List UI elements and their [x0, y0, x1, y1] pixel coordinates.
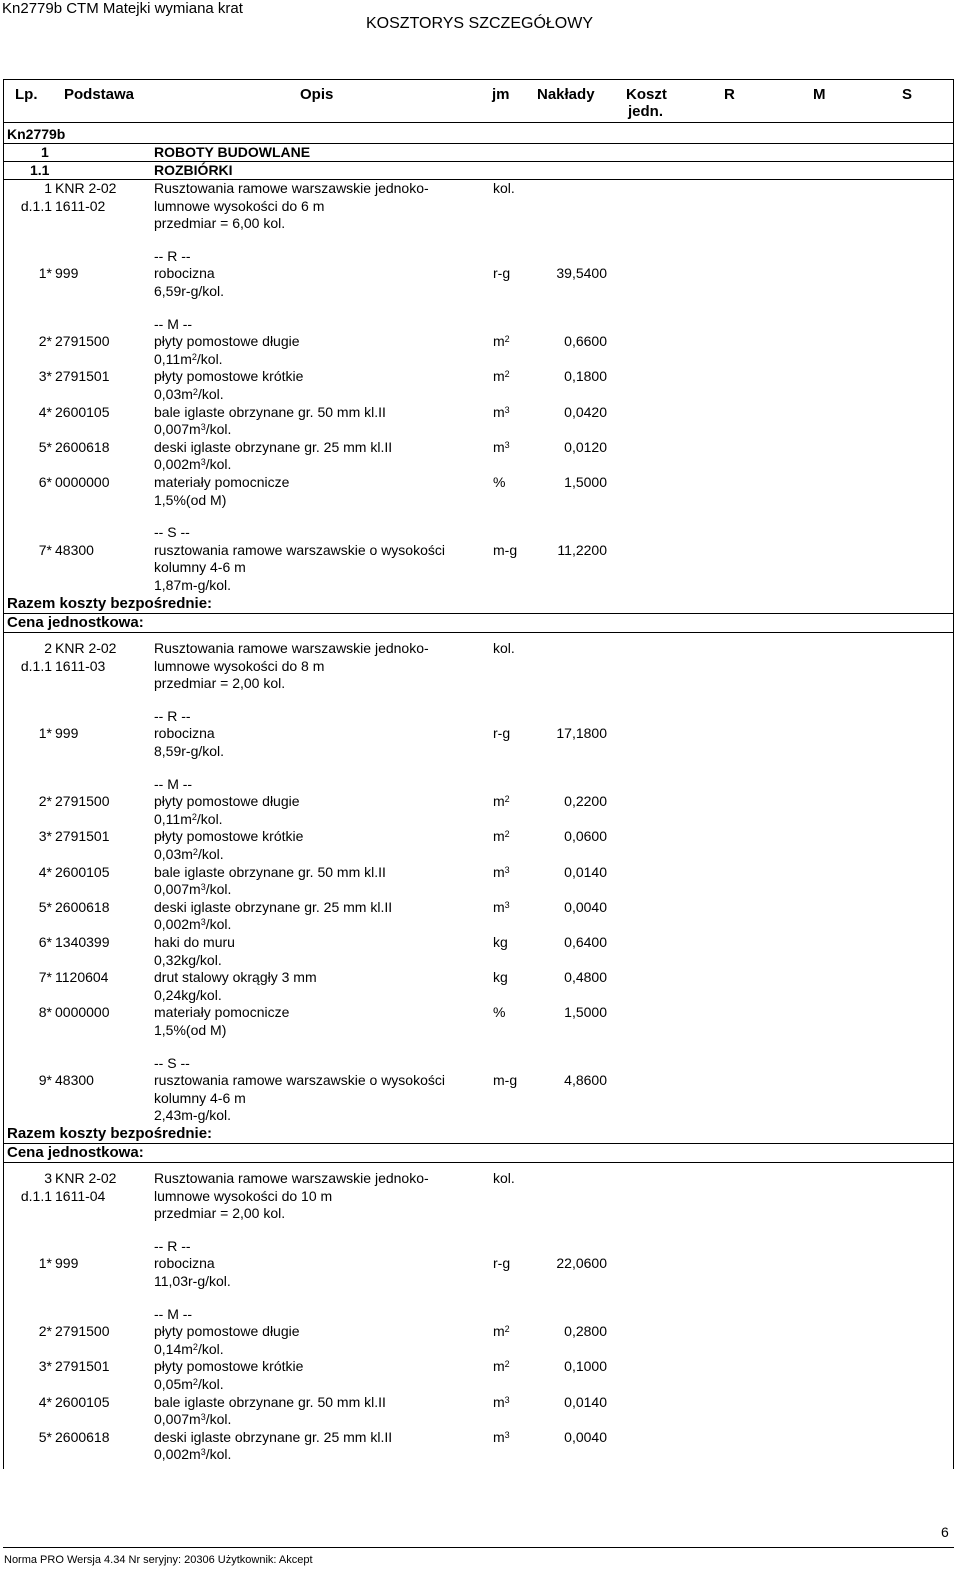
material-code: 2791501 — [55, 1358, 110, 1375]
material-norm-exponent: 3 — [200, 917, 206, 928]
material-name: bale iglaste obrzynane gr. 50 mm kl.II — [154, 1393, 386, 1410]
equipment-unit: m-g — [493, 541, 518, 558]
material-unit — [493, 1323, 510, 1340]
material-unit — [493, 828, 510, 845]
row-divider — [3, 161, 954, 162]
material-unit-exponent: 2 — [504, 794, 510, 805]
position-description-line1: Rusztowania ramowe warszawskie jednoko- — [154, 640, 429, 656]
material-unit-exponent: 3 — [504, 899, 510, 910]
col-header-opis: Opis — [300, 86, 334, 103]
material-unit-exponent: 3 — [504, 864, 510, 875]
equipment-name-line2: kolumny 4-6 m — [154, 1089, 246, 1106]
subsection-title: ROZBIÓRKI — [154, 162, 233, 178]
labor-code: 999 — [55, 265, 79, 282]
material-unit-value: m — [493, 403, 505, 420]
equipment-lp: 7* — [38, 541, 52, 558]
material-norm — [154, 456, 231, 473]
labor-lp: 1* — [38, 265, 52, 282]
material-code: 1120604 — [55, 969, 109, 986]
material-lp: 4* — [38, 403, 52, 420]
material-lp: 3* — [38, 828, 52, 845]
document-type-heading: KOSZTORYS SZCZEGÓŁOWY — [366, 15, 593, 32]
material-norm — [154, 1376, 224, 1393]
material-lp: 6* — [38, 934, 52, 950]
material-quantity: 0,0140 — [564, 863, 607, 880]
materials-group-label: -- M -- — [154, 1305, 193, 1322]
position-base-catalog: KNR 2-02 — [55, 1170, 117, 1186]
material-norm — [154, 1446, 231, 1463]
equipment-group-label: -- S -- — [154, 524, 190, 541]
estimate-code: Kn2779b — [7, 126, 66, 142]
material-lp: 8* — [38, 1004, 52, 1021]
material-unit — [493, 404, 510, 421]
material-unit-value: m — [493, 828, 505, 845]
material-norm-suffix: /kol. — [196, 350, 223, 367]
footer-rule — [3, 1547, 954, 1548]
material-code: 2600105 — [55, 403, 110, 420]
material-norm: 0,24kg/kol. — [154, 986, 222, 1003]
material-norm-suffix: /kol. — [197, 846, 224, 862]
material-norm — [154, 1411, 231, 1428]
labor-quantity: 39,5400 — [556, 265, 607, 282]
unit-price-label: Cena jednostkowa: — [7, 613, 144, 631]
material-code: 2791501 — [55, 828, 110, 845]
labor-norm: 6,59r-g/kol. — [154, 283, 225, 299]
position-base-catalog: KNR 2-02 — [55, 640, 117, 656]
material-norm-exponent: 2 — [191, 811, 197, 822]
material-code: 2600618 — [55, 898, 110, 915]
material-unit-exponent: 3 — [504, 404, 510, 415]
material-unit-exponent: 2 — [504, 334, 510, 345]
material-norm — [154, 421, 231, 438]
material-unit-value: m — [493, 333, 505, 350]
material-unit: kg — [493, 934, 508, 950]
material-unit-value: m — [493, 1428, 505, 1445]
direct-costs-total-label: Razem koszty bezpośrednie: — [7, 1125, 213, 1142]
position-description-line2: lumnowe wysokości do 8 m — [154, 657, 325, 674]
material-name: płyty pomostowe długie — [154, 333, 300, 350]
position-unit: kol. — [493, 180, 515, 196]
material-quantity: 0,6600 — [564, 333, 607, 350]
material-norm-exponent: 2 — [192, 387, 198, 397]
table-header-divider — [3, 122, 954, 123]
row-divider — [3, 1162, 954, 1163]
material-unit-value: m — [493, 368, 505, 385]
material-lp: 6* — [38, 474, 52, 490]
material-norm-exponent: 3 — [200, 457, 206, 468]
labor-quantity: 17,1800 — [556, 725, 607, 742]
material-name: materiały pomocnicze — [154, 1004, 290, 1021]
labor-group-label: -- R -- — [154, 247, 191, 264]
material-name: haki do muru — [154, 934, 235, 950]
labor-code: 999 — [55, 725, 79, 742]
material-code: 2791501 — [55, 368, 110, 385]
material-unit-value: m — [493, 898, 505, 915]
labor-name: robocizna — [154, 1255, 215, 1272]
material-norm-exponent: 2 — [192, 847, 198, 857]
material-unit-exponent: 2 — [504, 369, 510, 380]
material-norm — [154, 351, 223, 368]
table-right-border — [953, 79, 954, 1469]
material-norm-value: 0,11m — [154, 810, 192, 827]
material-code: 2600105 — [55, 1393, 110, 1410]
material-name: płyty pomostowe krótkie — [154, 1358, 304, 1375]
labor-group-label: -- R -- — [154, 1237, 191, 1254]
material-norm: 1,5%(od M) — [154, 491, 227, 508]
material-norm — [154, 846, 224, 863]
material-norm-suffix: /kol. — [205, 1446, 232, 1463]
labor-unit: r-g — [493, 725, 511, 742]
material-norm-value: 0,03m — [154, 846, 193, 862]
position-base-code: 1611-04 — [55, 1187, 106, 1204]
material-quantity: 0,1000 — [564, 1358, 607, 1375]
material-norm-value: 0,11m — [154, 350, 192, 367]
material-name: deski iglaste obrzynane gr. 25 mm kl.II — [154, 1428, 393, 1445]
material-quantity: 0,0120 — [564, 438, 607, 455]
unit-price-label: Cena jednostkowa: — [7, 1144, 144, 1161]
labor-norm: 11,03r-g/kol. — [154, 1273, 231, 1289]
material-norm-exponent: 2 — [191, 351, 197, 362]
material-norm-exponent: 3 — [200, 882, 206, 893]
material-lp: 3* — [38, 1358, 52, 1375]
material-unit — [493, 368, 510, 385]
direct-costs-total-label: Razem koszty bezpośrednie: — [7, 594, 213, 612]
material-norm-exponent: 2 — [192, 1377, 198, 1387]
labor-unit: r-g — [493, 1255, 511, 1272]
labor-group-label: -- R -- — [154, 707, 191, 724]
position-dnum: d.1.1 — [20, 657, 52, 674]
material-name: płyty pomostowe długie — [154, 1323, 300, 1340]
equipment-group-label: -- S -- — [154, 1054, 190, 1071]
position-unit: kol. — [493, 640, 515, 656]
table-left-border — [3, 79, 4, 1469]
position-number: 1 — [44, 180, 52, 196]
material-norm-suffix: /kol. — [205, 456, 232, 473]
material-norm-suffix: /kol. — [205, 1411, 232, 1428]
material-norm-suffix: /kol. — [196, 810, 223, 827]
row-divider — [3, 632, 954, 633]
material-quantity: 0,0040 — [564, 898, 607, 915]
material-code: 2600618 — [55, 438, 110, 455]
row-divider — [3, 1143, 954, 1144]
col-header-naklady: Nakłady — [537, 86, 595, 103]
material-norm-suffix: /kol. — [205, 421, 232, 438]
material-unit — [493, 1358, 510, 1375]
material-norm: 1,5%(od M) — [154, 1022, 227, 1038]
material-lp: 5* — [38, 438, 52, 455]
position-base-code: 1611-02 — [55, 197, 106, 214]
material-name: bale iglaste obrzynane gr. 50 mm kl.II — [154, 403, 386, 420]
material-code: 2791500 — [55, 1323, 110, 1340]
material-unit-value: m — [493, 793, 505, 810]
col-header-jedn: jedn. — [628, 103, 664, 120]
table-top-border — [3, 79, 954, 80]
row-divider — [3, 143, 954, 144]
equipment-name: rusztowania ramowe warszawskie o wysokości — [154, 1072, 445, 1089]
material-unit-exponent: 2 — [504, 1359, 510, 1370]
position-dnum: d.1.1 — [20, 197, 52, 214]
material-unit-exponent: 2 — [504, 1324, 510, 1335]
material-name: deski iglaste obrzynane gr. 25 mm kl.II — [154, 898, 393, 915]
section-number: 1 — [41, 144, 49, 160]
equipment-quantity: 11,2200 — [557, 541, 607, 558]
material-name: bale iglaste obrzynane gr. 50 mm kl.II — [154, 863, 386, 880]
material-norm-exponent: 2 — [192, 1341, 198, 1352]
material-unit-exponent: 3 — [504, 1394, 510, 1405]
material-quantity: 1,5000 — [564, 1004, 607, 1021]
material-lp: 2* — [38, 793, 52, 810]
material-unit: % — [493, 474, 506, 490]
material-lp: 4* — [38, 1393, 52, 1410]
material-norm-value: 0,007m — [154, 881, 201, 898]
material-name: płyty pomostowe krótkie — [154, 368, 304, 385]
software-footer: Norma PRO Wersja 4.34 Nr seryjny: 20306 Użytkownik: Akcept — [4, 1554, 313, 1566]
material-code: 1340399 — [55, 934, 110, 950]
material-quantity: 0,6400 — [564, 934, 607, 950]
col-header-s: S — [902, 86, 913, 103]
col-header-lp: Lp. — [15, 86, 38, 103]
material-unit — [493, 899, 510, 916]
material-name: płyty pomostowe krótkie — [154, 828, 304, 845]
material-norm-suffix: /kol. — [205, 916, 232, 933]
material-name: materiały pomocnicze — [154, 474, 290, 490]
col-header-koszt: Koszt — [626, 86, 667, 103]
material-quantity: 0,1800 — [564, 368, 607, 385]
position-quantity-text: przedmiar = 2,00 kol. — [154, 1205, 286, 1222]
material-unit-value: m — [493, 438, 505, 455]
labor-unit: r-g — [493, 265, 511, 282]
material-norm-suffix: /kol. — [197, 1340, 224, 1357]
material-norm-suffix: /kol. — [205, 881, 232, 898]
col-header-podstawa: Podstawa — [64, 86, 135, 103]
col-header-jm: jm — [492, 86, 510, 103]
material-lp: 4* — [38, 863, 52, 880]
material-code: 0000000 — [55, 474, 110, 490]
position-base-code: 1611-03 — [55, 657, 106, 674]
material-unit-value: m — [493, 1323, 505, 1340]
material-quantity: 0,2800 — [564, 1323, 607, 1340]
labor-name: robocizna — [154, 725, 215, 742]
equipment-quantity: 4,8600 — [564, 1072, 607, 1089]
material-norm: 0,32kg/kol. — [154, 951, 222, 968]
equipment-lp: 9* — [38, 1072, 52, 1089]
material-norm — [154, 1341, 224, 1358]
material-norm-exponent: 3 — [200, 1412, 206, 1423]
position-number: 3 — [44, 1170, 52, 1186]
material-code: 2600105 — [55, 863, 110, 880]
equipment-name-line2: kolumny 4-6 m — [154, 559, 246, 576]
material-norm-exponent: 3 — [200, 1447, 206, 1458]
equipment-code: 48300 — [55, 541, 94, 558]
material-unit-exponent: 3 — [504, 1429, 510, 1440]
position-description-line1: Rusztowania ramowe warszawskie jednoko- — [154, 180, 429, 196]
material-lp: 5* — [38, 898, 52, 915]
row-divider — [3, 179, 954, 180]
material-unit-exponent: 3 — [504, 439, 510, 450]
material-norm-suffix: /kol. — [197, 386, 224, 402]
equipment-code: 48300 — [55, 1072, 94, 1089]
material-quantity: 0,0600 — [564, 828, 607, 845]
position-dnum: d.1.1 — [20, 1187, 52, 1204]
labor-quantity: 22,0600 — [556, 1255, 607, 1272]
material-norm-value: 0,03m — [154, 386, 193, 402]
equipment-unit: m-g — [493, 1072, 518, 1089]
labor-lp: 1* — [38, 725, 52, 742]
document-title: Kn2779b CTM Matejki wymiana krat — [2, 0, 243, 17]
equipment-name: rusztowania ramowe warszawskie o wysokości — [154, 541, 445, 558]
material-norm-value: 0,002m — [154, 456, 201, 473]
material-lp: 5* — [38, 1428, 52, 1445]
material-code: 0000000 — [55, 1004, 110, 1021]
page-number: 6 — [941, 1524, 949, 1540]
material-name: drut stalowy okrągły 3 mm — [154, 969, 317, 986]
material-unit — [493, 864, 510, 881]
col-header-m: M — [813, 86, 826, 103]
position-description-line2: lumnowe wysokości do 10 m — [154, 1187, 333, 1204]
material-quantity: 0,0040 — [564, 1428, 607, 1445]
subsection-number: 1.1 — [30, 162, 50, 178]
material-unit-value: m — [493, 1358, 505, 1375]
labor-name: robocizna — [154, 265, 215, 282]
material-quantity: 0,0140 — [564, 1393, 607, 1410]
section-title: ROBOTY BUDOWLANE — [154, 144, 311, 160]
material-norm — [154, 916, 231, 933]
material-norm-value: 0,002m — [154, 916, 201, 933]
position-quantity-text: przedmiar = 6,00 kol. — [154, 215, 286, 232]
labor-code: 999 — [55, 1255, 79, 1272]
material-norm-value: 0,05m — [154, 1376, 193, 1392]
material-norm — [154, 811, 223, 828]
material-unit-value: m — [493, 863, 505, 880]
material-unit — [493, 1429, 510, 1446]
material-norm — [154, 881, 231, 898]
row-divider — [3, 613, 954, 614]
material-norm-value: 0,002m — [154, 1446, 201, 1463]
material-norm-value: 0,14m — [154, 1340, 193, 1357]
position-base-catalog: KNR 2-02 — [55, 180, 117, 196]
material-lp: 7* — [38, 969, 52, 986]
material-name: płyty pomostowe długie — [154, 793, 300, 810]
material-unit-exponent: 2 — [504, 829, 510, 840]
material-norm-value: 0,007m — [154, 421, 201, 438]
material-unit: kg — [493, 969, 508, 986]
position-number: 2 — [44, 640, 52, 656]
material-unit — [493, 439, 510, 456]
labor-norm: 8,59r-g/kol. — [154, 743, 225, 759]
material-lp: 2* — [38, 1323, 52, 1340]
position-description-line2: lumnowe wysokości do 6 m — [154, 197, 325, 214]
col-header-r: R — [724, 86, 735, 103]
materials-group-label: -- M -- — [154, 315, 193, 332]
equipment-norm: 1,87m-g/kol. — [154, 577, 232, 593]
material-code: 2600618 — [55, 1428, 110, 1445]
material-name: deski iglaste obrzynane gr. 25 mm kl.II — [154, 438, 393, 455]
labor-lp: 1* — [38, 1255, 52, 1272]
position-quantity-text: przedmiar = 2,00 kol. — [154, 675, 286, 692]
material-unit: % — [493, 1004, 506, 1021]
material-unit — [493, 1394, 510, 1411]
material-lp: 3* — [38, 368, 52, 385]
material-norm — [154, 386, 224, 403]
material-quantity: 0,2200 — [564, 793, 607, 810]
position-unit: kol. — [493, 1170, 515, 1186]
material-unit — [493, 793, 510, 810]
material-norm-value: 0,007m — [154, 1411, 201, 1428]
material-unit-value: m — [493, 1393, 505, 1410]
material-lp: 2* — [38, 333, 52, 350]
material-quantity: 1,5000 — [564, 474, 607, 490]
material-unit — [493, 333, 510, 350]
material-code: 2791500 — [55, 793, 110, 810]
position-description-line1: Rusztowania ramowe warszawskie jednoko- — [154, 1170, 429, 1186]
materials-group-label: -- M -- — [154, 775, 193, 792]
material-norm-exponent: 3 — [200, 422, 206, 433]
material-quantity: 0,0420 — [564, 403, 607, 420]
material-quantity: 0,4800 — [564, 969, 607, 986]
material-norm-suffix: /kol. — [197, 1376, 224, 1392]
material-code: 2791500 — [55, 333, 110, 350]
equipment-norm: 2,43m-g/kol. — [154, 1107, 232, 1124]
